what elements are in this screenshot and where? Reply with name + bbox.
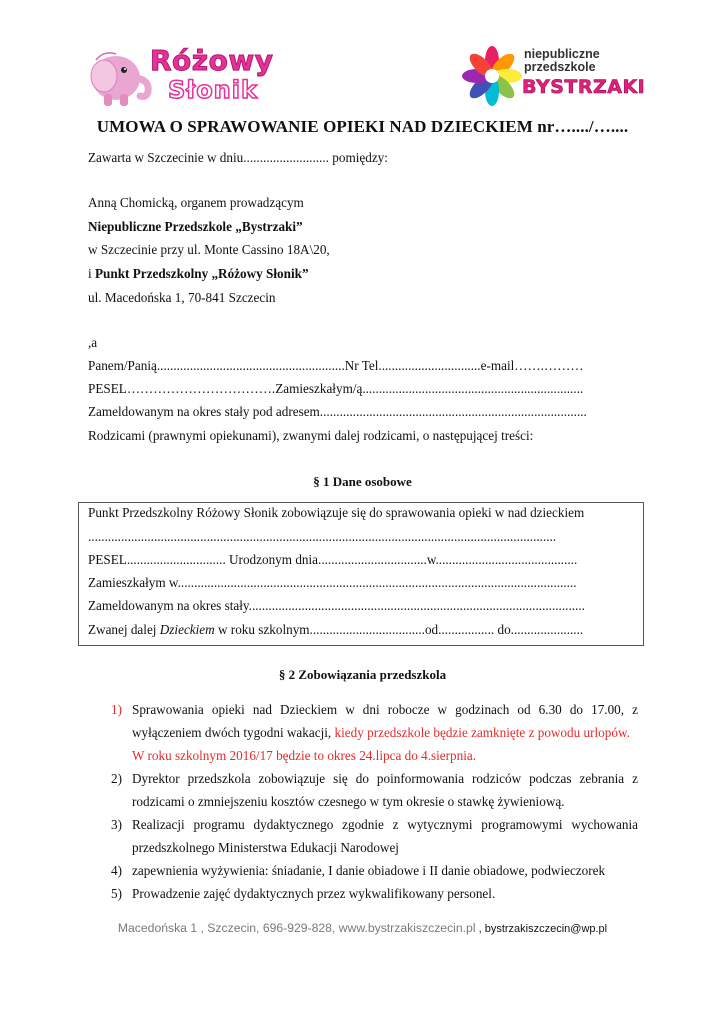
item4-line1: zapewnienia wyżywienia: śniadanie, I danie obiadowe i II danie obiadowe, podwieczorek xyxy=(132,863,606,878)
item1-line2 xyxy=(132,725,638,741)
item1-line1: Sprawowania opieki nad Dzieckiem w dni robocze w godzinach od 6.30 do 17.00, z xyxy=(132,702,638,717)
box-line3: PESEL.............................. Urodzonym dnia.................................w........................................... xyxy=(88,552,578,567)
item5-number: 5) xyxy=(111,886,122,901)
party2-line2: PESEL…………………………….Zamieszkałym/ą................................................................... xyxy=(88,381,584,396)
party1-line4-prefix: i xyxy=(88,266,95,281)
box-line1: Punkt Przedszkolny Różowy Słonik zobowiązuje się do sprawowania opieki w nad dzieckiem xyxy=(88,505,585,520)
item1-line3: W roku szkolnym 2016/17 będzie to okres 24.lipca do 4.sierpnia. xyxy=(132,748,477,763)
party2-comma-a: ,a xyxy=(88,335,98,350)
party2-line4: Rodzicami (prawnymi opiekunami), zwanymi dalej rodzicami, o następującej treści: xyxy=(88,428,534,443)
document-title: UMOWA O SPRAWOWANIE OPIEKI NAD DZIECKIEM nr…..../….... xyxy=(96,117,629,136)
box-line6 xyxy=(88,622,583,638)
bystrzaki-logo xyxy=(458,42,646,112)
page-footer xyxy=(0,921,725,935)
party1-line3: w Szczecinie przy ul. Monte Cassino 18A\20, xyxy=(88,242,330,257)
box-line6-italic: Dzieckiem xyxy=(159,622,215,637)
intro-line: Zawarta w Szczecinie w dniu.......................... pomiędzy: xyxy=(88,150,388,165)
party1-line4-bold: Punkt Przedszkolny „Różowy Słonik” xyxy=(94,266,309,281)
logo-left-line2: Słonik xyxy=(168,76,258,104)
item3-number: 3) xyxy=(111,817,122,832)
party1-line2: Niepubliczne Przedszkole „Bystrzaki” xyxy=(88,219,303,234)
section2-heading: § 2 Zobowiązania przedszkola xyxy=(278,667,447,682)
box-line4: Zamieszkałym w......................................................................................................................... xyxy=(88,575,577,590)
box-line5: Zameldowanym na okres stały...................................................................................................... xyxy=(88,598,585,613)
section1-heading: § 1 Dane osobowe xyxy=(313,474,412,489)
rozowy-slonik-logo xyxy=(84,40,274,112)
item5-line1: Prowadzenie zajęć dydaktycznych przez wykwalifikowany personel. xyxy=(132,886,496,901)
party1-line4 xyxy=(88,266,309,282)
item3-line2: przedszkolnego Ministerstwa Edukacji Narodowej xyxy=(132,840,399,855)
item1-line2a: wyłączeniem dwóch tygodni wakacji, xyxy=(132,725,335,740)
item2-line2: rodzicami o zmniejszeniu kosztów czesnego w tym okresie o stawkę żywieniową. xyxy=(132,794,565,809)
box-line2: .............................................................................................................................................. xyxy=(88,529,557,544)
party1-line5: ul. Macedońska 1, 70-841 Szczecin xyxy=(88,290,276,305)
box-line6-b: w roku szkolnym...................................od................. do...................... xyxy=(214,622,584,637)
item1-number: 1) xyxy=(111,702,122,717)
flower-icon xyxy=(458,42,528,112)
party2-line1: Panem/Panią.........................................................Nr Tel...............................e-mail…….……… xyxy=(88,358,584,373)
logo-right-line3: BYSTRZAKI xyxy=(522,76,646,98)
footer-email: , bystrzakiszczecin@wp.pl xyxy=(475,923,608,935)
logo-right-line1: niepubliczne xyxy=(524,47,600,61)
item2-number: 2) xyxy=(111,771,122,786)
item3-line1: Realizacji programu dydaktycznego zgodnie z wytycznymi programowymi wychowania xyxy=(132,817,638,832)
item1-line2b: kiedy przedszkole będzie zamknięte z powodu urlopów. xyxy=(334,725,630,740)
item4-number: 4) xyxy=(111,863,122,878)
party1-line1: Anną Chomicką, organem prowadzącym xyxy=(88,195,304,210)
box-line6-a: Zwanej dalej xyxy=(88,622,160,637)
logo-right-line2: przedszkole xyxy=(524,60,596,74)
item2-line1: Dyrektor przedszkola zobowiązuje się do poinformowania rodziców podczas zebrania z xyxy=(132,771,638,786)
logo-left-line1: Różowy xyxy=(150,44,274,77)
party2-line3: Zameldowanym na okres stały pod adresem................................................................................. xyxy=(88,404,587,419)
footer-address: Macedońska 1 , Szczecin, 696-929-828, www.bystrzakiszczecin.pl xyxy=(117,921,476,935)
